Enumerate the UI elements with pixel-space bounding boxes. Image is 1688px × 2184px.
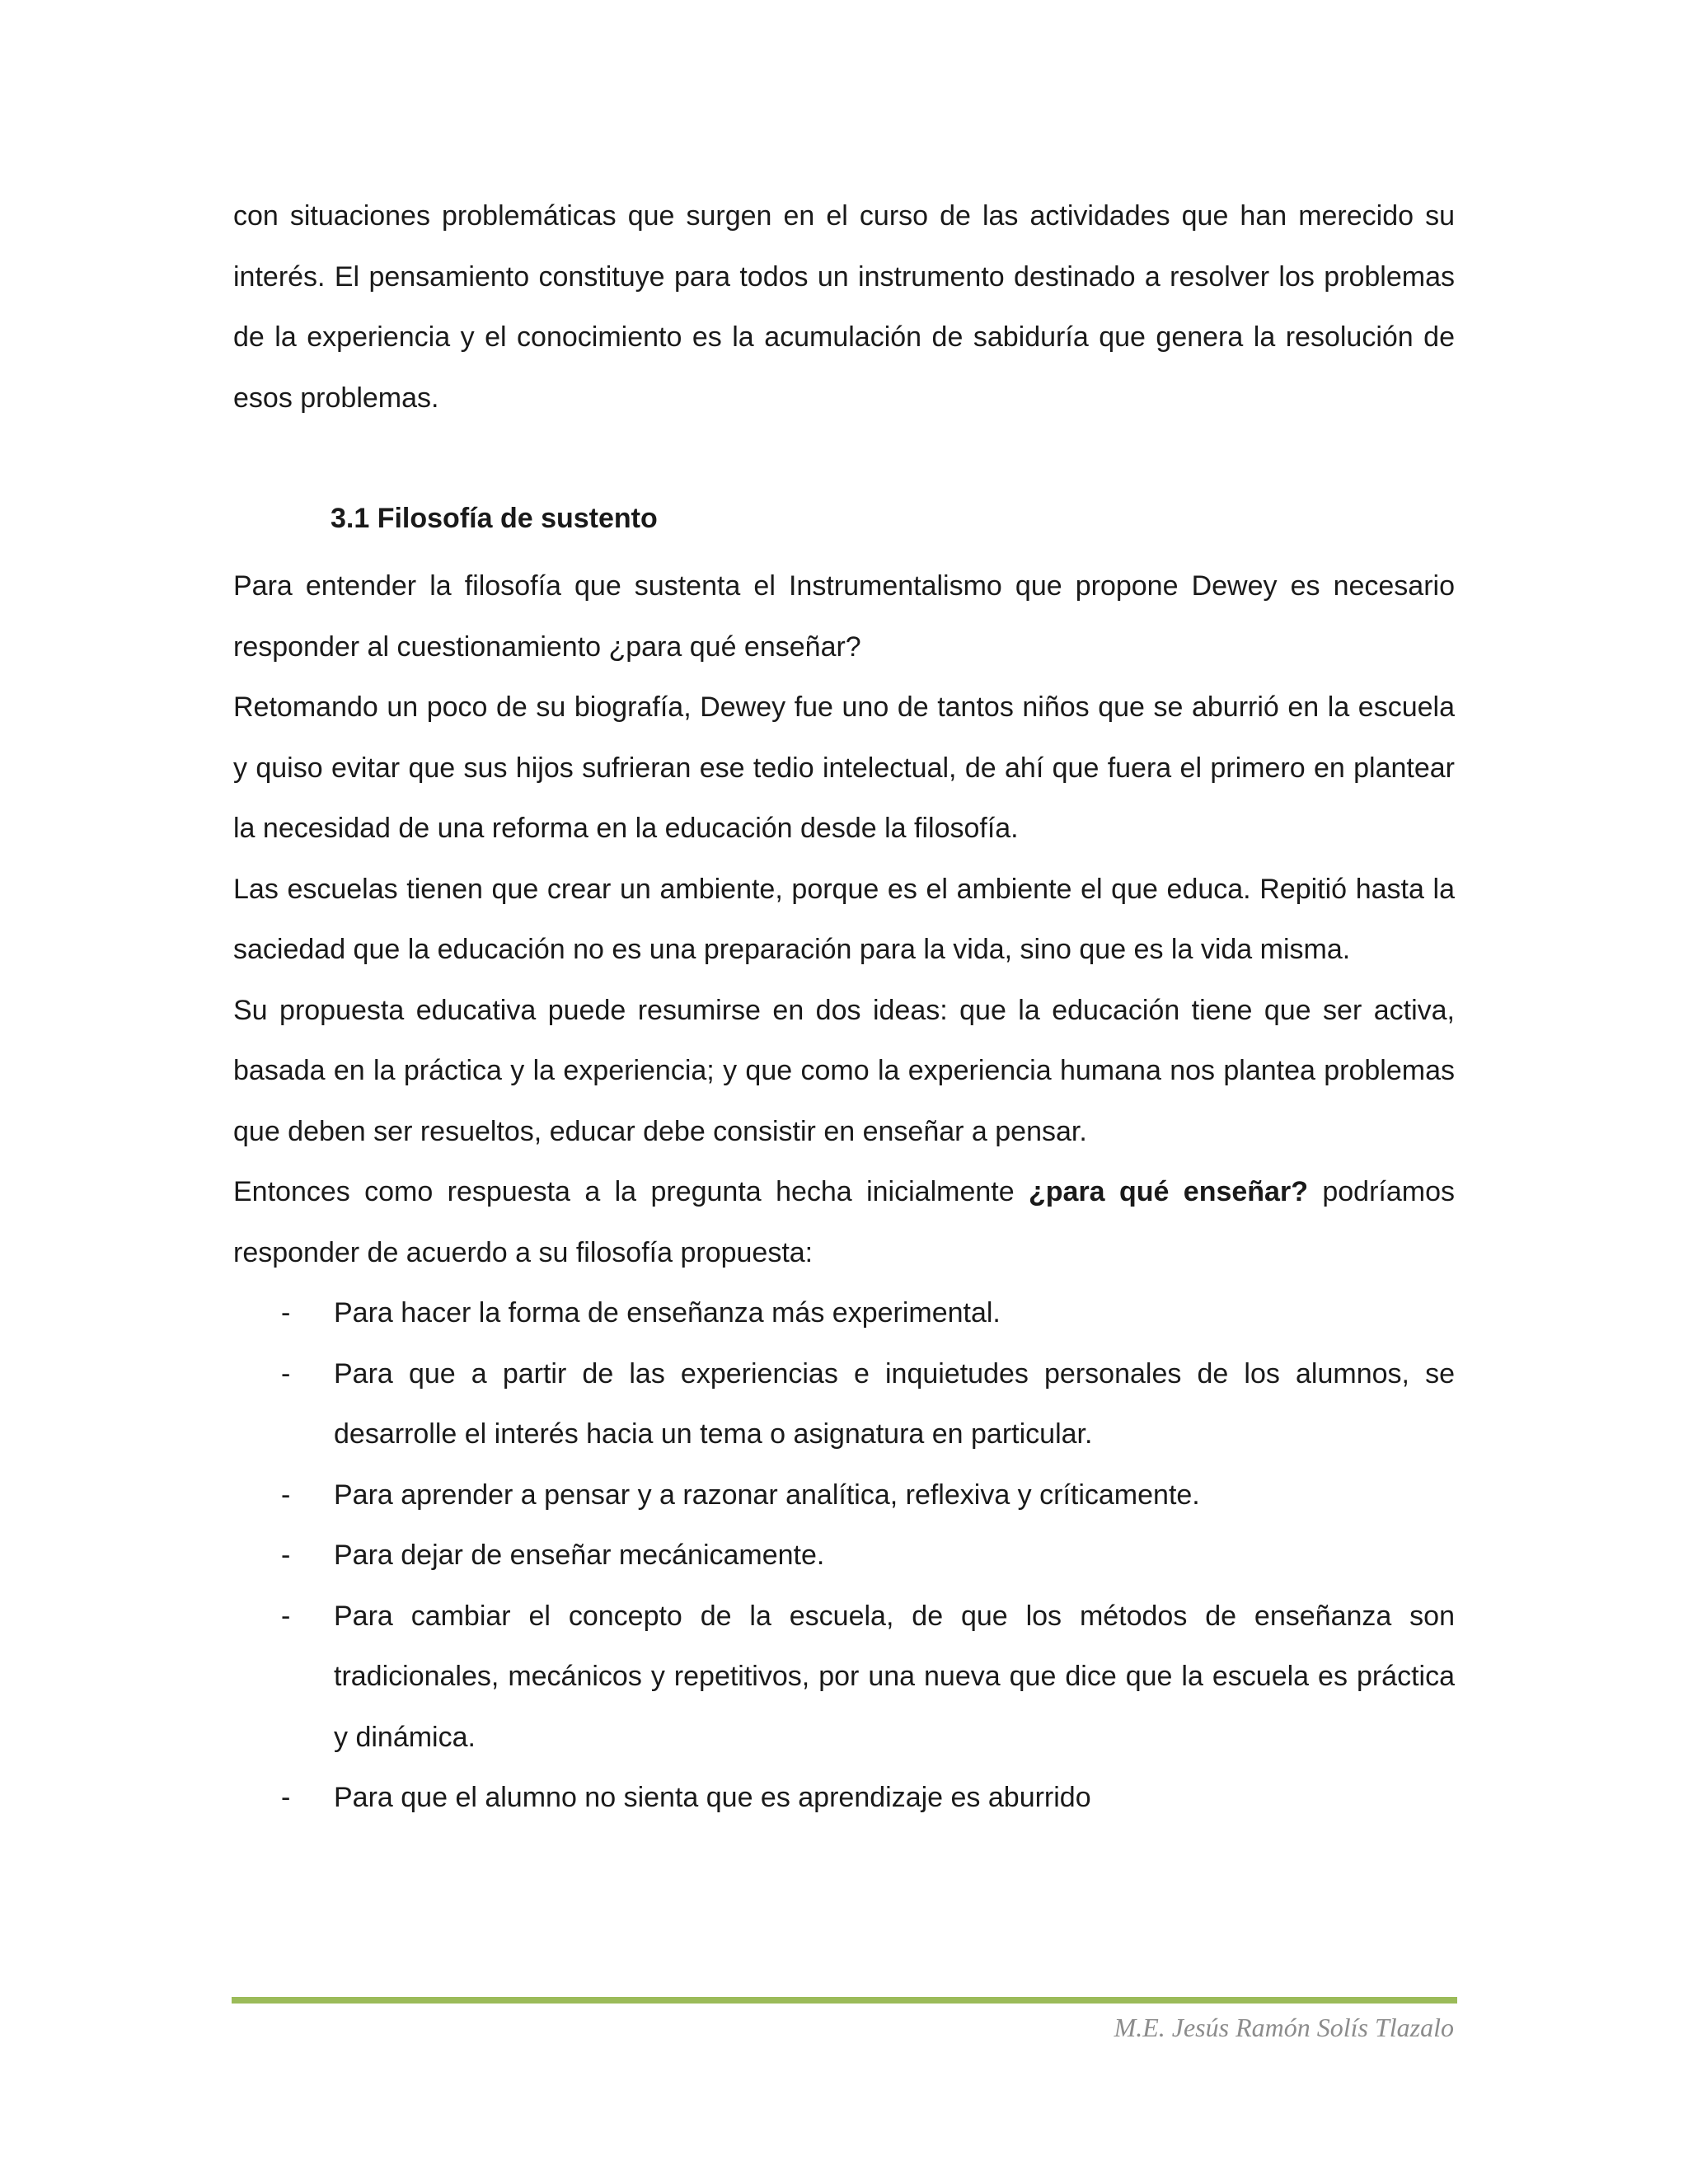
paragraph-biography: Retomando un poco de su biografía, Dewey fue uno de tantos niños que se aburrió en la escuela y quiso evitar que sus hijos sufrieran ese tedio intelectual, de ahí que fuera el primero en plantear la necesidad de una reforma en la educación desde la filosofía. [233,691,1455,844]
list-item [233,1465,1455,1526]
dash-marker: - [281,1357,291,1390]
list-item [233,1344,1455,1465]
section-heading: 3.1 Filosofía de sustento [331,503,658,534]
footer-author: M.E. Jesús Ramón Solís Tlazalo [1114,2013,1454,2042]
dash-marker: - [281,1479,291,1511]
list-item-text: Para cambiar el concepto de la escuela, de que los métodos de enseñanza son tradicionales, mecánicos y repetitivos, por una nueva que dice que la escuela es práctica y dinámica. [334,1600,1455,1753]
list-item [233,1768,1455,1829]
list-item-text: Para hacer la forma de enseñanza más experimental. [334,1297,1001,1329]
dash-marker: - [281,1297,291,1329]
list-item [233,1283,1455,1344]
list-item-text: Para aprender a pensar y a razonar analítica, reflexiva y críticamente. [334,1479,1200,1511]
list-item-text: Para que el alumno no sienta que es aprendizaje es aburrido [334,1782,1091,1813]
conclusion-lead: Entonces como respuesta a la pregunta hecha inicialmente [233,1176,1029,1207]
conclusion-question: ¿para qué enseñar? [1029,1176,1308,1207]
paragraph-dewey-question: Para entender la filosofía que sustenta el Instrumentalismo que propone Dewey es necesario responder al cuestionamiento ¿para qué enseñar? [233,570,1455,663]
page-body [233,186,1455,1829]
conclusion-tail: podríamos responder de acuerdo a su filosofía propuesta: [233,1176,1455,1268]
paragraph-environment: Las escuelas tienen que crear un ambiente, porque es el ambiente el que educa. Repitió hasta la saciedad que la educación no es una preparación para la vida, sino que es la vida misma. [233,873,1455,965]
answer-list [233,1283,1455,1829]
list-item-text: Para dejar de enseñar mecánicamente. [334,1540,825,1571]
paragraph-proposal: Su propuesta educativa puede resumirse en dos ideas: que la educación tiene que ser activa, basada en la práctica y la experiencia; y que como la experiencia humana nos plantea problemas que deben ser resueltos, educar debe consistir en enseñar a pensar. [233,994,1455,1147]
paragraph-conclusion [233,1162,1455,1283]
list-item-text: Para que a partir de las experiencias e inquietudes personales de los alumnos, se desarrolle el interés hacia un tema o asignatura en particular. [334,1357,1455,1450]
list-item [233,1526,1455,1586]
dash-marker: - [281,1540,291,1571]
list-item [233,1586,1455,1769]
dash-marker: - [281,1782,291,1813]
intro-paragraph: con situaciones problemáticas que surgen en el curso de las actividades que han merecido su interés. El pensamiento constituye para todos un instrumento destinado a resolver los problemas de la experiencia y el conocimiento es la acumulación de sabiduría que genera la resolución de esos problemas. [233,200,1455,414]
dash-marker: - [281,1600,291,1632]
footer-rule [232,1997,1457,2004]
